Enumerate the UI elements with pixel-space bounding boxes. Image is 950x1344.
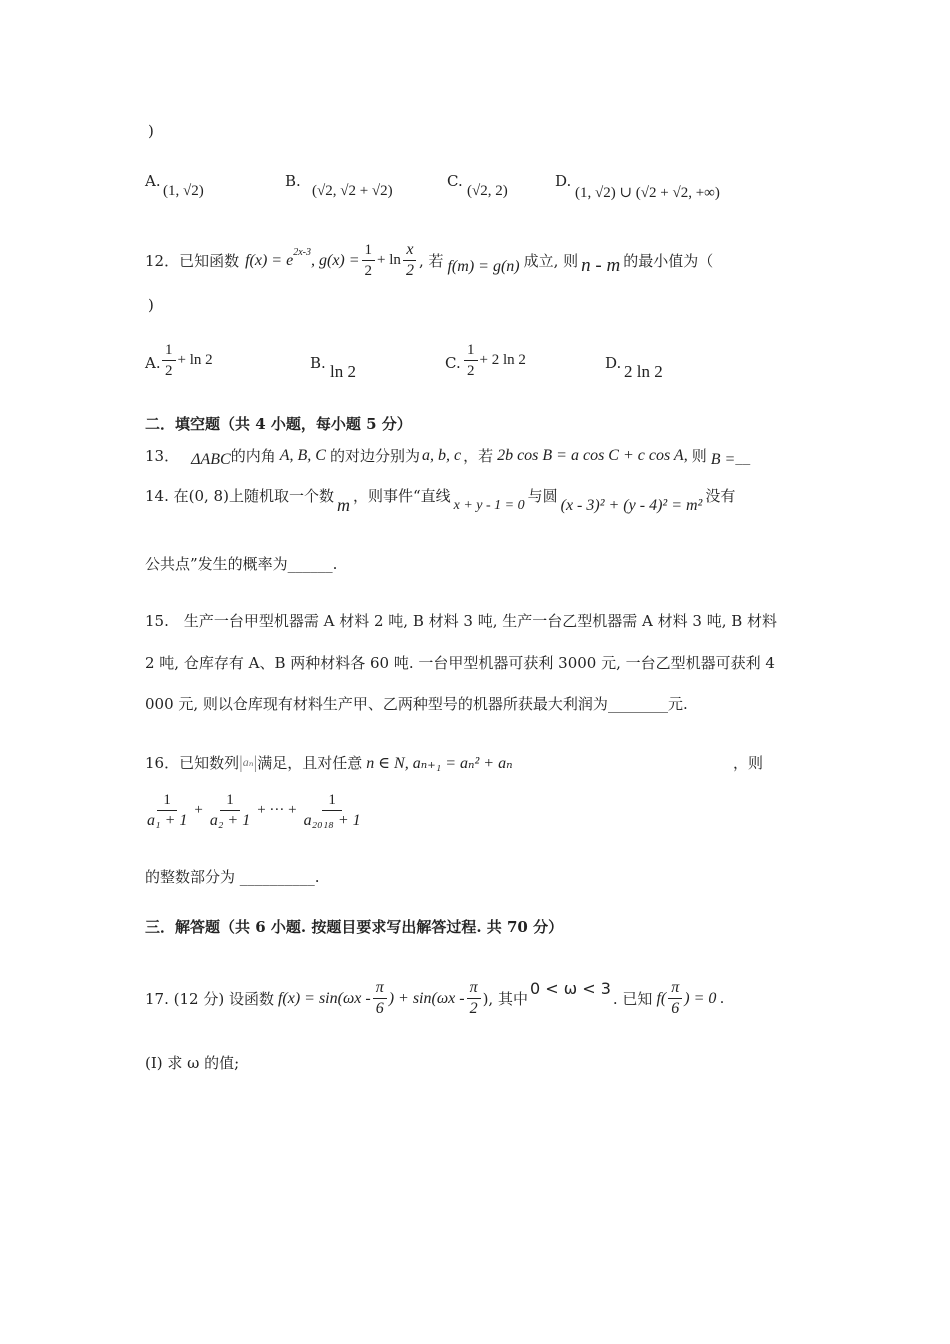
q17-pi-over-2: $\frac{\pi}{2}$ <box>467 978 481 1019</box>
q12-f-exp: 2x-3 <box>293 247 311 258</box>
q14-line-2: 公共点”发生的概率为______. <box>145 555 338 573</box>
q11-option-c: (√2, 2) <box>467 183 508 199</box>
q11-option-a: (1, √2) <box>163 183 204 199</box>
q17-pi-over-6: $\frac{\pi}{6}$ <box>373 978 387 1019</box>
q16-term-2: $\frac{1}{\text{a₂ + 1}}$ <box>209 792 251 829</box>
q12-n-minus-m: n - m <box>581 254 621 276</box>
q12-number: 12．已知函数 <box>145 252 240 270</box>
q12-ruo: , 若 <box>418 252 444 270</box>
q13-answer-blank: __ <box>735 446 751 465</box>
q13-triangle: ΔABC <box>191 450 231 468</box>
q12-g-def: , g(x) = <box>310 251 360 269</box>
q16-term-1: $\frac{1}{\text{a₁ + 1}}$ <box>147 792 188 829</box>
q14-circle-equation: (x - 3)² + (y - 4)² = m² <box>560 496 703 514</box>
q12-option-c: $\frac{1}{2}$ + 2 ln 2 <box>462 340 526 381</box>
q13-equation: 2b cos B = a cos C + c cos A, <box>497 446 688 464</box>
q11-option-b-label: B. <box>285 172 301 190</box>
q17-pi-over-6-known: $\frac{\pi}{6}$ <box>668 978 682 1019</box>
q12-g-x-over-2: $\frac{x}{2}$ <box>403 240 417 281</box>
q12-f-def: f(x) = e <box>245 251 294 269</box>
q13-answer-label: B = <box>710 450 736 468</box>
q11-option-b: (√2, √2 + √2) <box>312 183 393 199</box>
q15-line-1: 15. 生产一台甲型机器需 A 材料 2 吨, B 材料 3 吨, 生产一台乙型机器需 A 材料 3 吨, B 材料 <box>145 612 778 630</box>
q12-g-ln: + ln <box>377 252 401 268</box>
q12-g-half: $\frac{1}{2}$ <box>362 240 376 281</box>
q16-condition: n ∈ N, aₙ₊₁ = aₙ² + aₙ <box>366 754 513 772</box>
q11-option-a-label: A. <box>145 172 161 190</box>
q15-line-2: 2 吨, 仓库存有 A、B 两种材料各 60 吨. 一台甲型机器可获利 3000 元, 一台乙型机器可获利 4 <box>145 654 775 672</box>
q15-line-3: 000 元, 则以仓库现有材料生产甲、乙两种型号的机器所获最大利润为________元. <box>145 695 688 713</box>
q12-tail: 的最小值为（ <box>623 252 714 270</box>
q16-sequence: aₙ <box>242 755 254 769</box>
q12-option-b: ln 2 <box>330 362 356 381</box>
q17-part-1: (I) 求 ω 的值; <box>145 1054 240 1072</box>
q13-number: 13． <box>145 447 180 465</box>
q14-stem: 14. 在(0, 8)上随机取一个数 m ，则事件“直线 x + y - 1 = 0 与圆 (x - 3)² + (y - 4)² = m² 没有 <box>145 487 736 515</box>
q13-stem: 13． ΔABC 的内角 A, B, C 的对边分别为 a, b, c ，若 2b cos B = a cos C + c cos A, 则 B = __ <box>145 446 751 468</box>
section-2-heading: 二．填空题（共 4 小题，每小题 5 分） <box>145 415 412 433</box>
q17-stem: 17. (12 分) 设函数 f(x) = sin(ωx - $\frac{\pi}{6}$ ) + sin(ωx - $\frac{\pi}{2}$ ), 其中 0 < ω < 3 . 已知 f( $\frac{\pi}{6}$ ) = 0 . <box>145 979 725 1017</box>
q12-condition: f(m) = g(n) <box>447 257 520 275</box>
q17-function: f(x) = sin(ωx - <box>277 989 371 1007</box>
q14-m: m <box>336 495 350 515</box>
q17-omega-range: 0 < ω < 3 <box>529 979 611 998</box>
q12-option-d-label: D. <box>605 354 622 372</box>
q12-chengli: 成立, 则 <box>523 252 579 270</box>
q11-stem-tail: ) <box>148 122 154 140</box>
q14-line-equation: x + y - 1 = 0 <box>453 497 525 513</box>
q12-option-c-label: C. <box>445 354 461 372</box>
q12-option-b-label: B. <box>310 354 326 372</box>
q12-option-d: 2 ln 2 <box>624 362 663 381</box>
q16-then: ，则 <box>733 754 764 772</box>
q16-term-last: $\frac{1}{\text{a₂₀₁₈ + 1}}$ <box>303 792 361 829</box>
q11-option-c-label: C. <box>447 172 463 190</box>
q16-sum: $\frac{1}{\text{a₁ + 1}}$ + $\frac{1}{\text{a₂ + 1}}$ + ··· + $\frac{1}{\text{a₂₀₁₈ + 1}}$ <box>142 790 366 831</box>
q12-stem <box>145 240 713 281</box>
q11-option-d: (1, √2) ∪ (√2 + √2, +∞) <box>575 185 720 201</box>
q11-option-d-label: D. <box>555 172 572 190</box>
q16-line-3: 的整数部分为 __________. <box>145 868 320 886</box>
q12-close-paren: ) <box>148 296 154 314</box>
q12-option-a: $\frac{1}{2}$ + ln 2 <box>160 340 213 381</box>
q12-option-a-label: A. <box>145 354 161 372</box>
section-3-heading: 三．解答题（共 6 小题. 按题目要求写出解答过程. 共 70 分） <box>145 918 564 936</box>
q16-stem: 16．已知数列 | aₙ | 满足，且对任意 n ∈ N, aₙ₊₁ = aₙ² + aₙ <box>145 752 513 772</box>
